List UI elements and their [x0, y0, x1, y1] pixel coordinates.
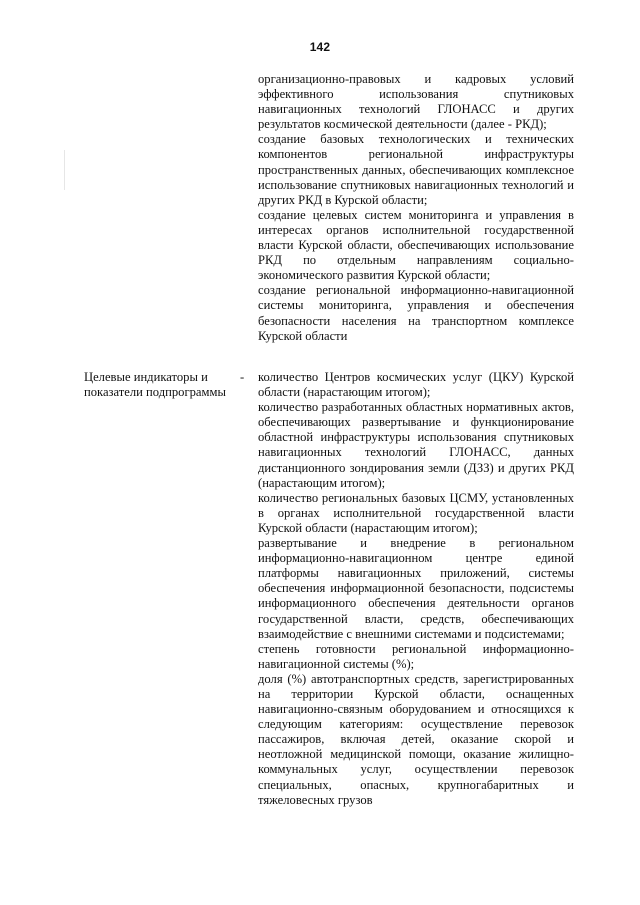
indicator-paragraph-3: количество региональных базовых ЦСМУ, установленных в органах исполнительной государственной власти Курской области (нарастающим итогом);: [258, 490, 574, 535]
indicators-text-block: [258, 370, 574, 808]
indicators-dash: -: [240, 370, 245, 384]
top-text-block: [258, 72, 574, 344]
indicator-paragraph-1: количество Центров космических услуг (ЦКУ) Курской области (нарастающим итогом);: [258, 370, 574, 400]
top-paragraph-4: создание региональной информационно-навигационной системы мониторинга, управления и обеспечения безопасности населения на транспортном комплексе Курской области: [258, 283, 574, 343]
indicator-paragraph-6: доля (%) автотранспортных средств, зарегистрированных на территории Курской области, оснащенных навигационно-связным оборудованием и относящихся к следующим категориям: осуществление перевозок пассажиров, включая детей, оказание скорой и неотложной медицинской помощи, оказание жилищно-коммунальных услуг, осуществлении перевозок специальных, опасных, крупногабаритных и тяжеловесных грузов: [258, 671, 574, 807]
top-paragraph-1: организационно-правовых и кадровых условий эффективного использования спутниковых навигационных технологий ГЛОНАСС и других результатов космической деятельности (далее - РКД);: [258, 72, 574, 132]
scan-artifact: [64, 150, 65, 190]
top-paragraph-3: создание целевых систем мониторинга и управления в интересах органов исполнительной государственной власти Курской области, обеспечивающих использование РКД по отдельным направлениям социально-экономического развития Курской области;: [258, 207, 574, 283]
indicator-paragraph-2: количество разработанных областных нормативных актов, обеспечивающих развертывание и функционирование областной инфраструктуры использования спутниковых навигационных технологий ГЛОНАСС, данных дистанционного зондирования земли (ДЗЗ) и других РКД (нарастающим итогом);: [258, 400, 574, 490]
indicator-paragraph-4: развертывание и внедрение в региональном информационно-навигационном центре единой платформы навигационных приложений, системы обеспечения информационной безопасности, подсистемы информационного обеспечения деятельности органов государственной власти, средств, обеспечивающих взаимодействие с внешними системами и подсистемами;: [258, 536, 574, 641]
indicators-label: Целевые индикаторы и показатели подпрограммы: [84, 370, 226, 400]
page-number: 142: [309, 40, 331, 54]
indicator-paragraph-5: степень готовности региональной информационно-навигационной системы (%);: [258, 641, 574, 671]
top-paragraph-2: создание базовых технологических и технических компонентов региональной инфраструктуры пространственных данных, обеспечивающих комплексное использование спутниковых навигационных технологий и других РКД в Курской области;: [258, 132, 574, 207]
